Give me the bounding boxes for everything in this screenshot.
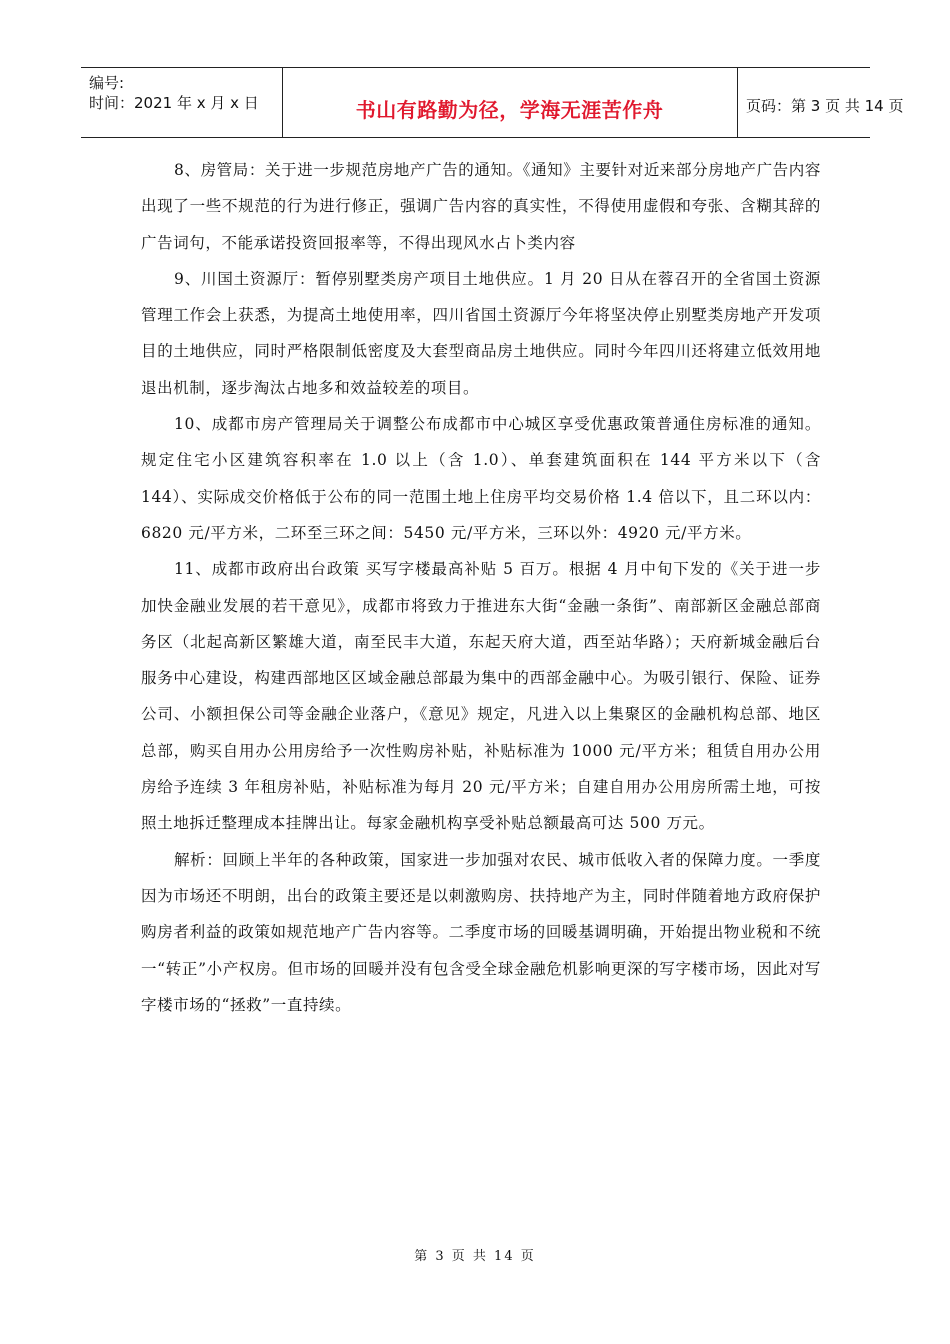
paragraph-item-9: 9、川国土资源厅：暂停别墅类房产项目土地供应。1 月 20 日从在蓉召开的全省国土资源管理工作会上获悉，为提高土地使用率，四川省国土资源厅今年将坚决停止别墅类房地产开发项目的土地供应，同时严格限制低密度及大套型商品房土地供应。同时今年四川还将建立低效用地退出机制，逐步淘汰占地多和效益较差的项目。	[141, 269, 821, 397]
page-header-table	[81, 67, 904, 138]
header-page-code: 页码：第 3 页 共 14 页	[746, 97, 904, 115]
paragraph-item-11: 11、成都市政府出台政策 买写字楼最高补贴 5 百万。根据 4 月中旬下发的《关于进一步加快金融业发展的若干意见》，成都市将致力于推进东大街“金融一条街”、南部新区金融总部商务区（北起高新区繁雄大道，南至民丰大道，东起天府大道，西至站华路）；天府新城金融后台服务中心建设，构建西部地区区域金融总部最为集中的西部金融中心。为吸引银行、保险、证券公司、小额担保公司等金融企业落户，《意见》规定，凡进入以上集聚区的金融机构总部、地区总部，购买自用办公用房给予一次性购房补贴，补贴标准为 1000 元/平方米；租赁自用办公用房给予连续 3 年租房补贴，补贴标准为每月 20 元/平方米；自建自用办公用房所需土地，可按照土地拆迁整理成本挂牌出让。每家金融机构享受补贴总额最高可达 500 万元。	[141, 560, 821, 833]
page-footer: 第 3 页 共 14 页	[414, 1249, 536, 1264]
header-motto-cell	[282, 68, 738, 137]
paragraph-item-10: 10、成都市房产管理局关于调整公布成都市中心城区享受优惠政策普通住房标准的通知。规定住宅小区建筑容积率在 1.0 以上（含 1.0）、单套建筑面积在 144 平方米以下（含 144）、实际成交价格低于公布的同一范围土地上住房平均交易价格 1.4 倍以下，且二环以内：6820 元/平方米，二环至三环之间：5450 元/平方米，三环以外：4920 元/平方米。	[141, 415, 821, 542]
header-motto: 书山有路勤为径，学海无涯苦作舟	[355, 98, 664, 122]
document-number-label: 编号:	[89, 74, 125, 92]
paragraph-analysis: 解析：回顾上半年的各种政策，国家进一步加强对农民、城市低收入者的保障力度。一季度因为市场还不明朗，出台的政策主要还是以刺激购房、扶持地产为主，同时伴随着地方政府保护购房者利益的政策如规范地产广告内容等。二季度市场的回暖基调明确，开始提出物业税和不统一“转正”小产权房。但市场的回暖并没有包含受全球金融危机影响更深的写字楼市场，因此对写字楼市场的“拯救”一直持续。	[141, 850, 821, 1014]
document-body	[141, 152, 821, 1023]
header-page-cell	[737, 68, 904, 137]
paragraph-item-8: 8、房管局：关于进一步规范房地产广告的通知。《通知》主要针对近来部分房地产广告内容出现了一些不规范的行为进行修正，强调广告内容的真实性，不得使用虚假和夸张、含糊其辞的广告词句，不能承诺投资回报率等，不得出现风水占卜类内容	[141, 161, 821, 252]
header-meta-cell	[81, 68, 283, 137]
document-date-label: 时间：2021 年 x 月 x 日	[89, 94, 259, 112]
